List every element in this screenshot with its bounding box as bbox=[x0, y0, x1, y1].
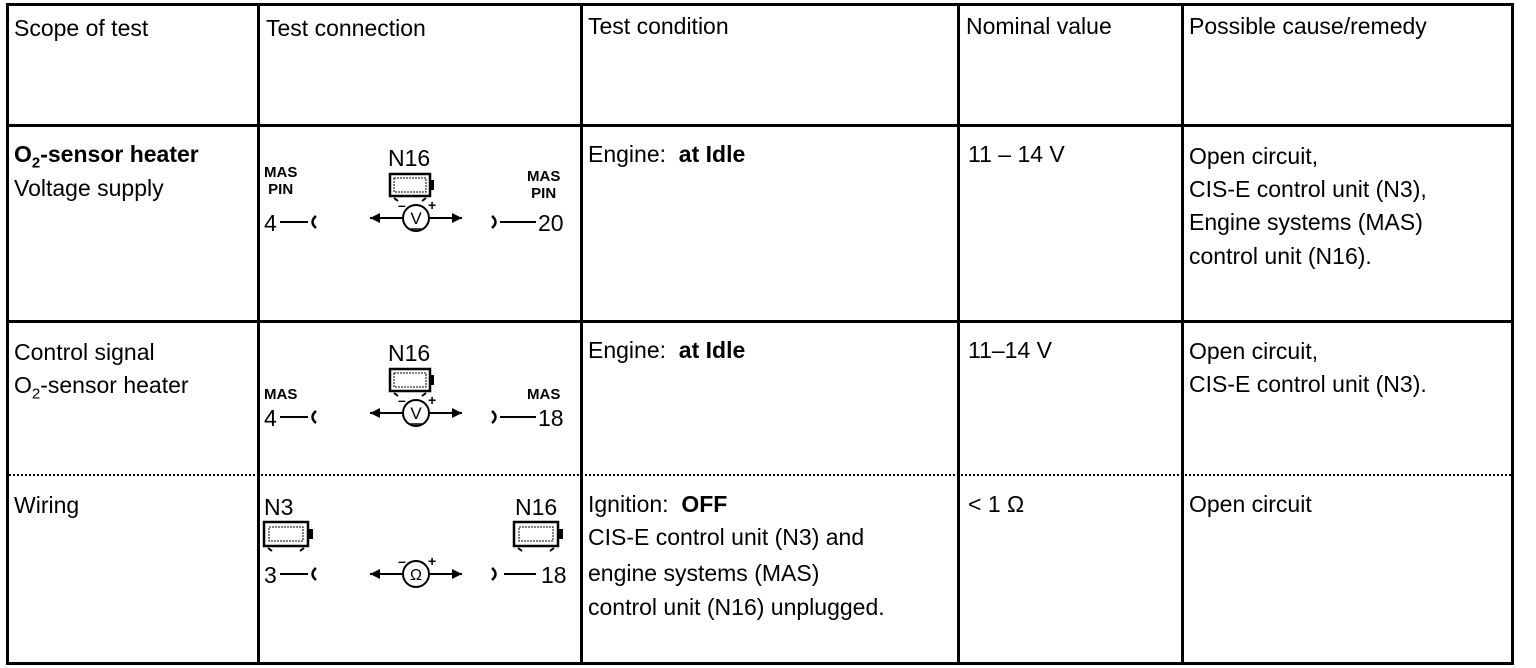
svg-text:+: + bbox=[428, 553, 437, 569]
left-mas-label: MAS PIN bbox=[264, 164, 298, 198]
left-pin-number: 3 bbox=[264, 562, 277, 588]
column-divider bbox=[257, 3, 260, 665]
row1-scope-subtitle: Voltage supply bbox=[14, 175, 164, 201]
ohmmeter-icon bbox=[368, 554, 464, 594]
header-condition: Test condition bbox=[588, 13, 729, 39]
svg-text:–: – bbox=[398, 197, 406, 213]
right-pin-number: 18 bbox=[541, 562, 567, 588]
row-divider bbox=[6, 124, 1514, 127]
row3-remedy: Open circuit bbox=[1189, 491, 1312, 517]
probe-left-icon bbox=[280, 409, 320, 425]
svg-text:+: + bbox=[428, 197, 437, 213]
test-table: Scope of test Test connection Test condition Nominal value Possible cause/remedy $O_2$-sensor heater Voltage supply N16 MAS PIN MAS PIN 4 20 V – + Engine: at Idle 11 – 14 V Open circuit, CIS-E control unit (N3), Engine systems (MAS) control unit (N16). Control signal $O_2$-sensor heater N16 MAS MAS 4 18 V – + Engine: at Idle 11–14 V Open circuit, CIS-E control unit (N3). Wiring N3 N16 3 18 Ω – + Ignition: OFF CIS-E control unit (N3) and engine systems (MAS) control unit (N16) unplugged. < 1 Ω Open circuit bbox=[0, 0, 1536, 668]
header-remedy: Possible cause/remedy bbox=[1189, 13, 1427, 39]
meter-symbol: Ω bbox=[410, 567, 422, 584]
column-divider bbox=[1181, 3, 1184, 665]
ecu-label: N16 bbox=[388, 145, 431, 171]
table-border-left bbox=[6, 3, 9, 665]
row1-nominal: 11 – 14 V bbox=[968, 141, 1065, 167]
svg-text:–: – bbox=[398, 392, 406, 408]
ecu-label: N16 bbox=[388, 340, 431, 366]
row3-scope: Wiring bbox=[14, 492, 80, 518]
probe-right-icon bbox=[490, 409, 536, 425]
meter-symbol: V bbox=[410, 404, 422, 423]
svg-text:–: – bbox=[398, 553, 406, 569]
row2-scope-line1: Control signal bbox=[14, 339, 155, 365]
left-ecu-connector-icon bbox=[262, 520, 318, 552]
row2-scope-line2: $O_2$-sensor heater bbox=[14, 372, 189, 403]
left-ecu-label: N3 bbox=[264, 494, 294, 520]
row2-nominal: 11–14 V bbox=[968, 337, 1052, 363]
header-nominal: Nominal value bbox=[966, 13, 1112, 39]
column-divider bbox=[957, 3, 960, 665]
row3-condition-heading: Ignition: OFF bbox=[588, 491, 728, 517]
left-pin-number: 4 bbox=[264, 405, 277, 431]
right-ecu-label: N16 bbox=[515, 494, 558, 520]
meter-symbol: V bbox=[410, 209, 422, 228]
column-divider bbox=[580, 3, 583, 665]
header-scope: Scope of test bbox=[14, 15, 149, 41]
left-mas-label: MAS bbox=[264, 386, 298, 403]
probe-right-icon bbox=[490, 566, 538, 582]
right-pin-number: 18 bbox=[538, 405, 564, 431]
right-mas-label: MAS bbox=[527, 386, 561, 403]
right-pin-number: 20 bbox=[538, 210, 564, 236]
row3-nominal: < 1 Ω bbox=[968, 491, 1025, 517]
table-border-right bbox=[1511, 3, 1514, 665]
probe-left-icon bbox=[280, 566, 320, 582]
voltmeter-icon bbox=[368, 198, 464, 238]
probe-right-icon bbox=[490, 214, 536, 230]
left-pin-number: 4 bbox=[264, 210, 277, 236]
row1-condition: Engine: at Idle bbox=[588, 141, 746, 167]
right-ecu-connector-icon bbox=[512, 520, 568, 552]
probe-left-icon bbox=[280, 214, 320, 230]
svg-text:+: + bbox=[428, 392, 437, 408]
voltmeter-icon bbox=[368, 393, 464, 433]
row1-scope-title: $O_2$-sensor heater bbox=[14, 141, 199, 172]
table-border-top bbox=[6, 3, 1514, 6]
row-divider bbox=[6, 320, 1514, 323]
row2-condition: Engine: at Idle bbox=[588, 337, 746, 363]
header-connection: Test connection bbox=[266, 15, 426, 41]
row-divider-dotted bbox=[6, 474, 1514, 476]
table-border-bottom bbox=[6, 662, 1514, 665]
right-mas-label: MAS PIN bbox=[527, 168, 561, 202]
